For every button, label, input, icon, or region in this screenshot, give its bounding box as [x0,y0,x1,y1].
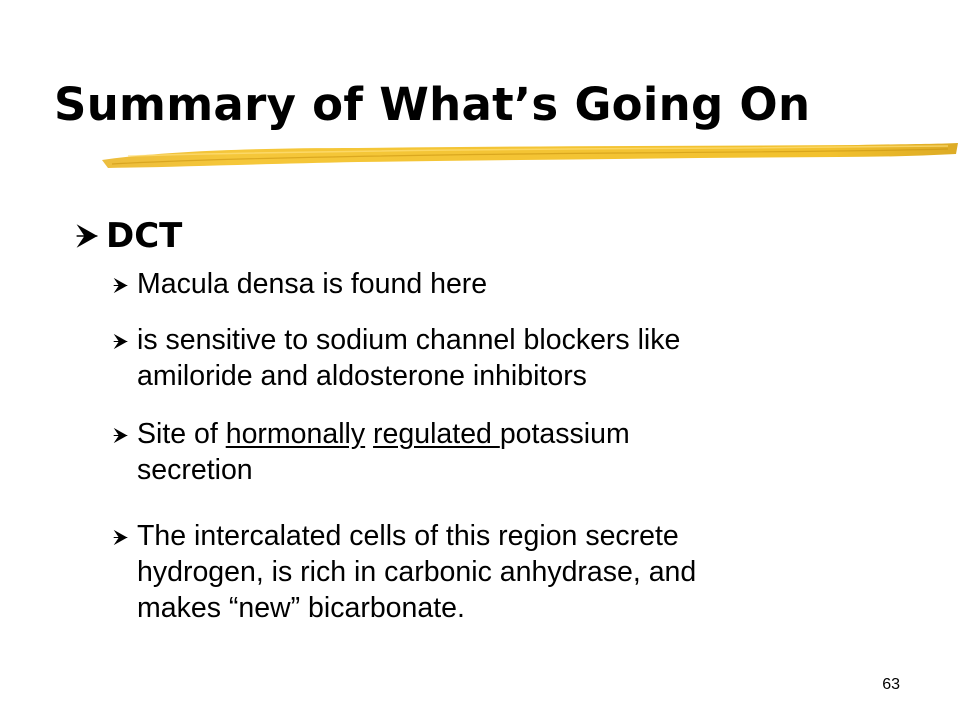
list-item-line: secretion [137,454,253,486]
text-segment: Site of [137,418,226,450]
arrow-bullet-icon [112,333,129,350]
list-item-line [137,416,857,452]
list-item-text [137,518,857,626]
underlined-word: hormonally [225,418,366,450]
arrow-bullet-icon [112,427,129,444]
list-item-text [137,416,857,488]
text-segment [365,418,373,450]
list-item-line: is sensitive to sodium channel blockers like [137,324,681,356]
arrow-bullet-icon [112,529,129,546]
list-item [112,416,857,488]
list-item-line: makes “new” bicarbonate. [137,592,465,624]
title-highlight-stroke [98,140,960,174]
list-item [112,322,857,394]
slide-title: Summary of What’s Going On [54,78,811,131]
list-item-line: The intercalated cells of this region secrete [137,520,679,552]
arrow-bullet-icon [112,277,129,294]
text-segment: potassium [499,418,630,450]
underlined-word: regulated [373,418,500,450]
bullet-heading-text: DCT [106,216,183,256]
bullet-heading [74,214,182,258]
list-item-text [137,322,857,394]
arrow-bullet-icon [74,223,100,249]
slide-number: 63 [882,676,900,693]
list-item-text [137,266,857,302]
list-item [112,518,857,626]
list-item [112,266,857,302]
list-item-line: hydrogen, is rich in carbonic anhydrase, and [137,556,697,588]
list-item-line: Macula densa is found here [137,268,488,300]
list-item-line: amiloride and aldosterone inhibitors [137,360,587,392]
